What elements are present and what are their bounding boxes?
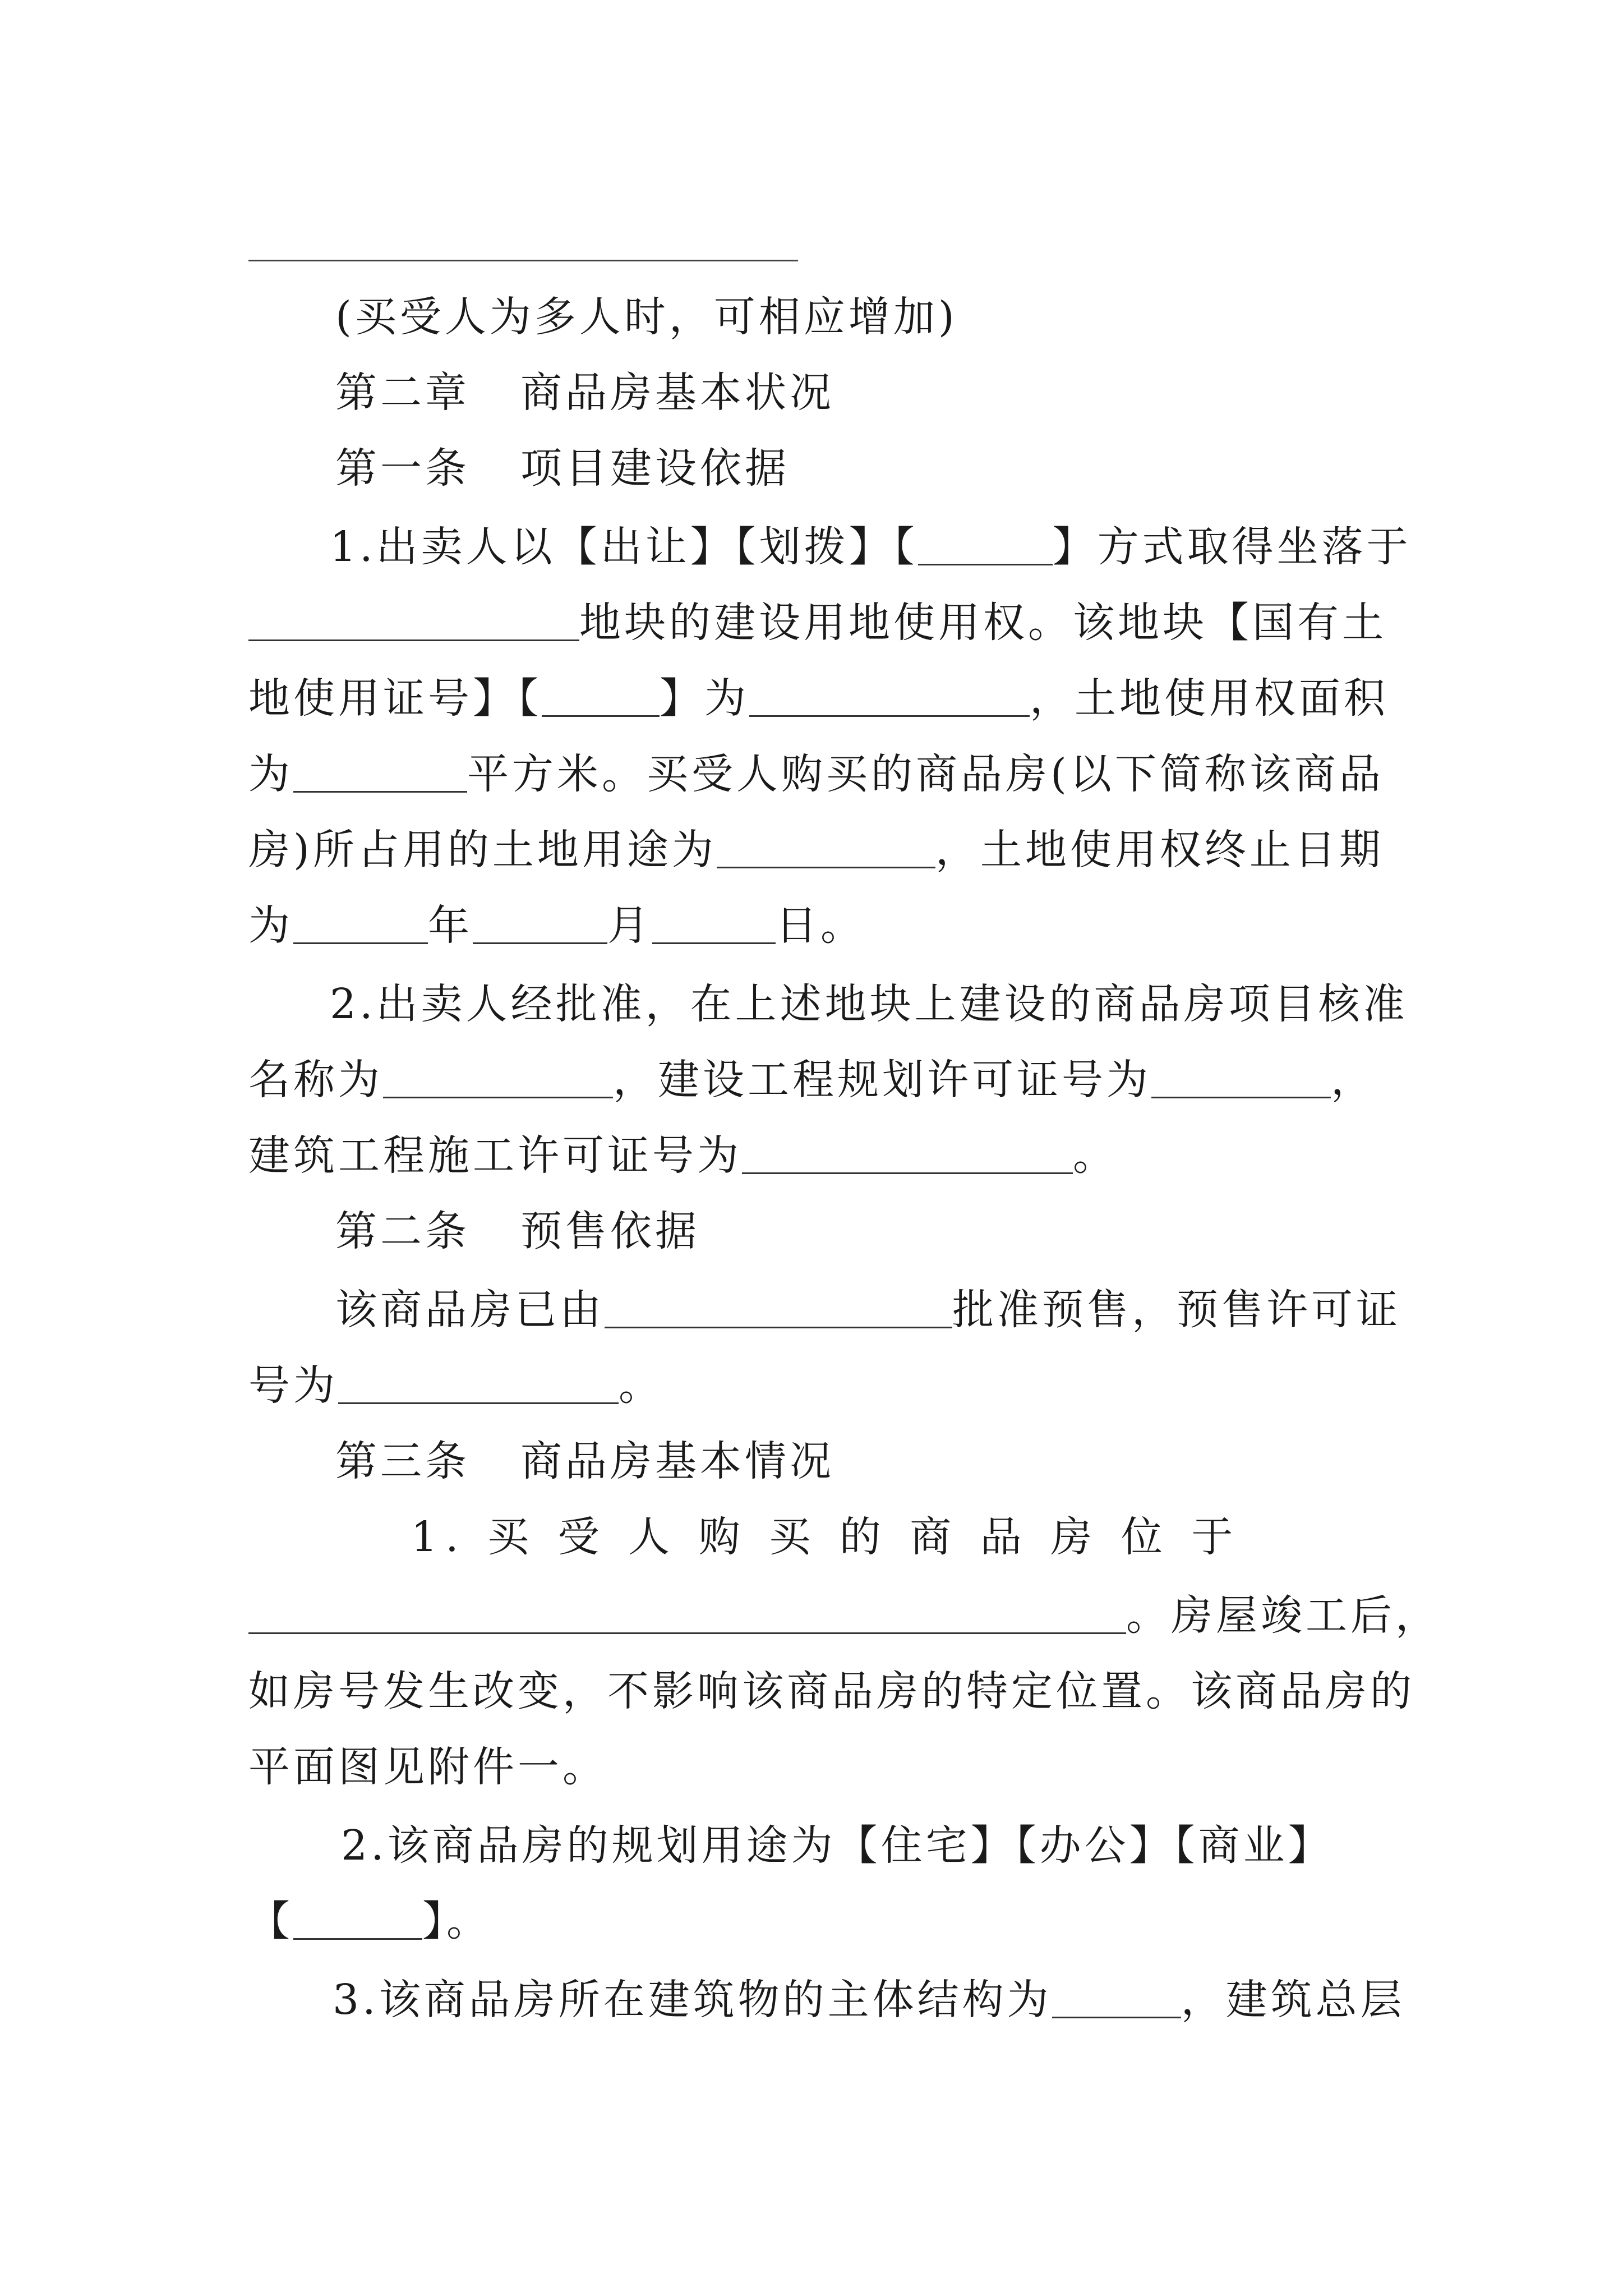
fill-blank [652,903,776,944]
paragraph-line: 。房屋竣工后， [248,1579,1440,1652]
note-line: (买受人为多人时，可相应增加) [335,293,958,341]
fill-blank [742,1133,1073,1174]
paragraph-line: 房)所占用的土地用途为 ，土地使用权终止日期 [248,826,1384,874]
fill-blank [248,600,579,641]
paragraph-line: 为 年 月 日。 [248,901,865,950]
fill-blank [749,676,1030,717]
paragraph-line: 2.该商品房的规划用途为【住宅】【办公】【商业】 [341,1821,1333,1870]
paragraph-line: 该商品房已由 批准预售，预售许可证 [335,1286,1401,1334]
article-3-heading: 第三条 商品房基本情况 [335,1437,834,1485]
fill-blank [717,827,935,868]
fill-blank [605,1287,952,1328]
paragraph-line: 2.出卖人经批准，在上述地块上建设的商品房项目核准 [330,980,1408,1028]
fill-blank [1052,1977,1181,2018]
fill-blank [338,1363,619,1404]
paragraph-line: 平面图见附件一。 [248,1743,607,1791]
fill-blank [1151,1057,1331,1098]
top-rule [248,260,798,261]
fill-blank [918,524,1053,565]
paragraph-line: 建筑工程施工许可证号为 。 [248,1131,1118,1180]
fill-blank [473,903,607,944]
paragraph-line: 1.出卖人以【出让】【划拨】【 】方式取得坐落于 [330,523,1412,571]
paragraph-line: 【 】。 [248,1897,491,1945]
paragraph-line: 3.该商品房所在建筑物的主体结构为 ，建筑总层 [333,1976,1405,2024]
paragraph-line: 1. 买 受 人 购 买 的 商 品 房 位 于 [411,1513,1241,1561]
article-1-heading: 第一条 项目建设依据 [335,444,790,493]
fill-blank [542,676,660,717]
fill-blank [293,903,428,944]
fill-blank [248,1593,1126,1634]
paragraph-line: 地块的建设用地使用权。该地块【国有土 [248,586,1387,659]
article-2-heading: 第二条 预售依据 [335,1207,700,1255]
paragraph-line: 号为 。 [248,1361,663,1410]
paragraph-line: 如房号发生改变，不影响该商品房的特定位置。该商品房的 [248,1667,1415,1715]
fill-blank [383,1057,613,1098]
paragraph-line: 名称为 ，建设工程规划许可证号为 ， [248,1056,1376,1104]
chapter-heading: 第二章 商品房基本状况 [335,369,834,417]
fill-blank [293,752,467,793]
paragraph-line: 地使用证号】【 】为 ，土地使用权面积 [248,674,1389,723]
fill-blank [293,1899,422,1940]
paragraph-line: 为 平方米。买受人购买的商品房(以下简称该商品 [248,750,1384,798]
